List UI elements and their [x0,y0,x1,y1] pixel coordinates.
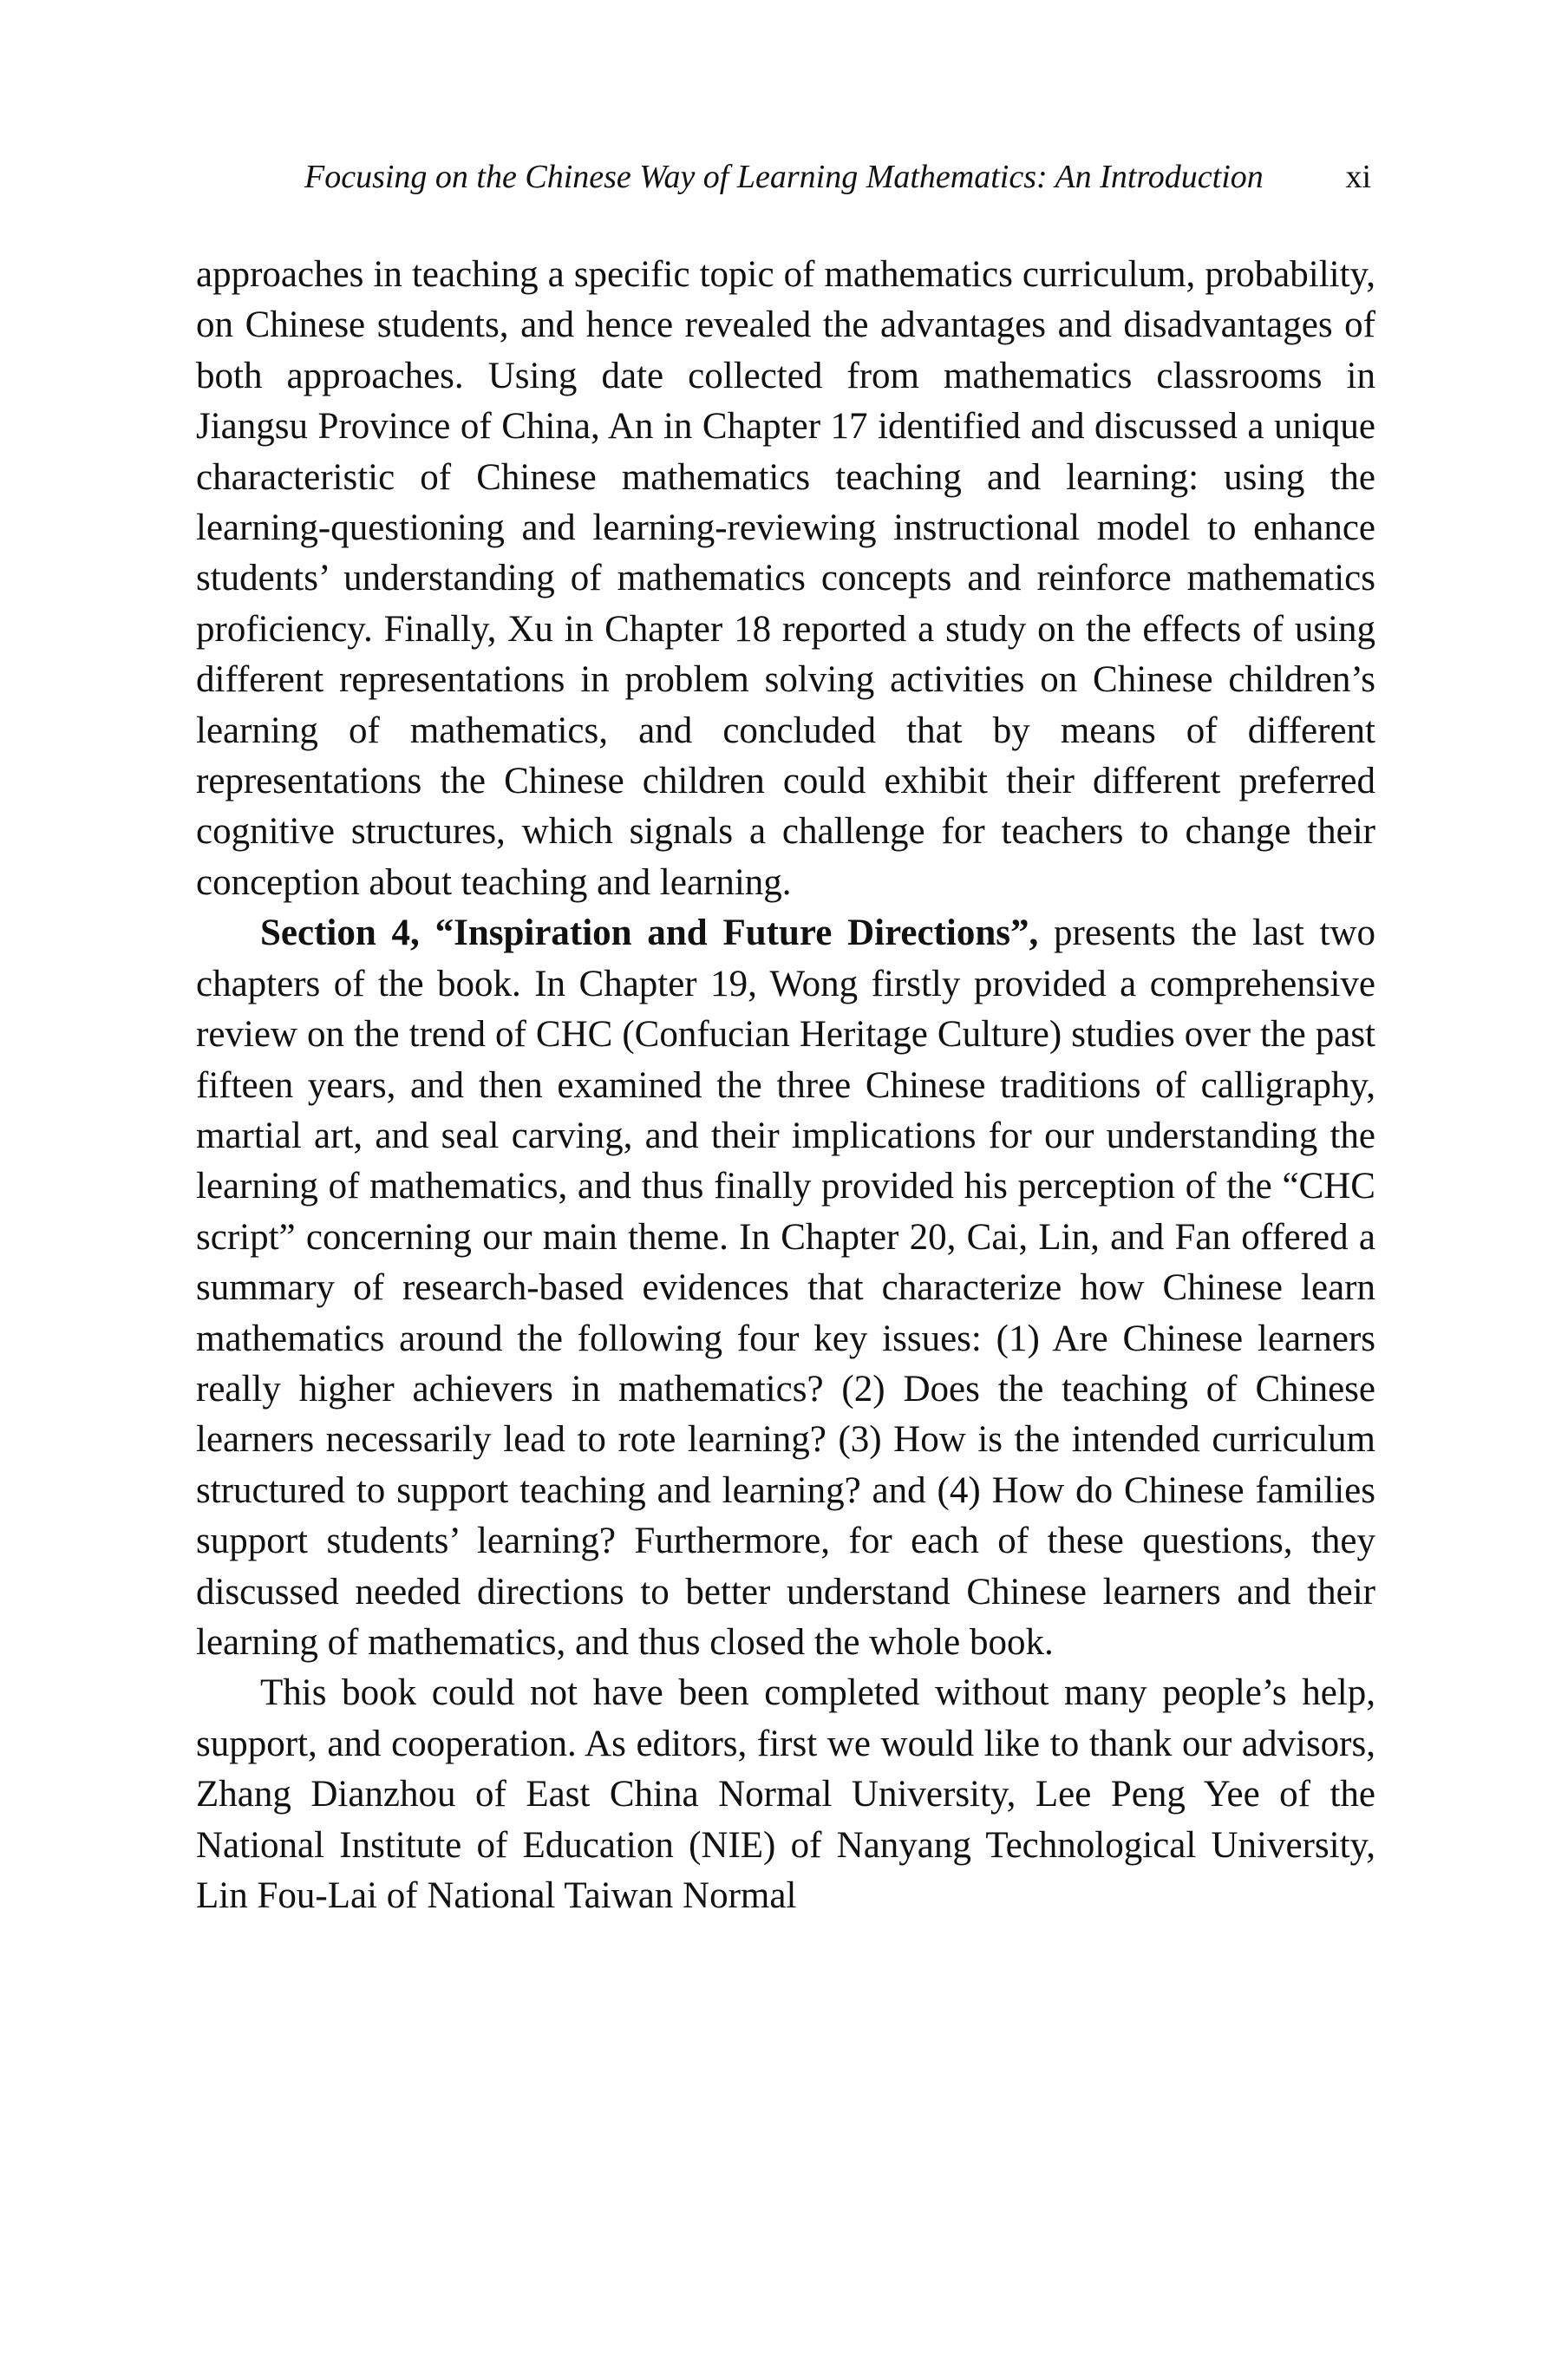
running-title: Focusing on the Chinese Way of Learning Mathematics: An Introduction [304,159,1264,195]
paragraph-text: approaches in teaching a specific topic of mathematics curriculum, probability, on Chinese students, and hence revealed the advantages and disadvantages of both approaches. Using date collected from mathematics classrooms in Jiangsu Province of China, An in Chapter 17 identified and discussed a unique characteristic of Chinese mathematics teaching and learning: using the learning-questioning and learning-reviewing instructional model to enhance students’ understanding of mathematics concepts and reinforce mathematics proficiency. Finally, Xu in Chapter 18 reported a study on the effects of using different representations in problem solving activities on Chinese children’s learning of mathematics, and concluded that by means of different representations the Chinese children could exhibit their different preferred cognitive structures, which signals a challenge for teachers to change their conception about teaching and learning. [196,254,1375,903]
paragraph-text: This book could not have been completed without many people’s help, support, and cooperation. As editors, first we would like to thank our advisors, Zhang Dianzhou of East China Normal University, Lee Peng Yee of the National Institute of Education (NIE) of Nanyang Technological University, Lin Fou-Lai of National Taiwan Normal [196,1672,1375,1916]
paragraph-text: presents the last two chapters of the book. In Chapter 19, Wong firstly provided a comprehensive review on the trend of CHC (Confucian Heritage Culture) studies over the past fifteen years, and then examined the three Chinese traditions of calligraphy, martial art, and seal carving, and their implications for our understanding the learning of mathematics, and thus finally provided his perception of the “CHC script” concerning our main theme. In Chapter 20, Cai, Lin, and Fan offered a summary of research-based evidences that characterize how Chinese learn mathematics around the following four key issues: (1) Are Chinese learners really higher achievers in mathematics? (2) Does the teaching of Chinese learners necessarily lead to rote learning? (3) How is the intended curriculum structured to support teaching and learning? and (4) How do Chinese families support students’ learning? Furthermore, for each of these questions, they discussed needed directions to better understand Chinese learners and their learning of mathematics, and thus closed the whole book. [196,913,1375,1663]
paragraph-section-4 [196,908,1375,1668]
paragraph-acknowledgements [196,1668,1375,1921]
paragraph-continued [196,250,1375,908]
page-number: xi [1345,159,1371,195]
section-heading-inline: Section 4, “Inspiration and Future Directions”, [260,913,1039,954]
body-text [196,250,1375,1921]
running-header [196,153,1375,201]
